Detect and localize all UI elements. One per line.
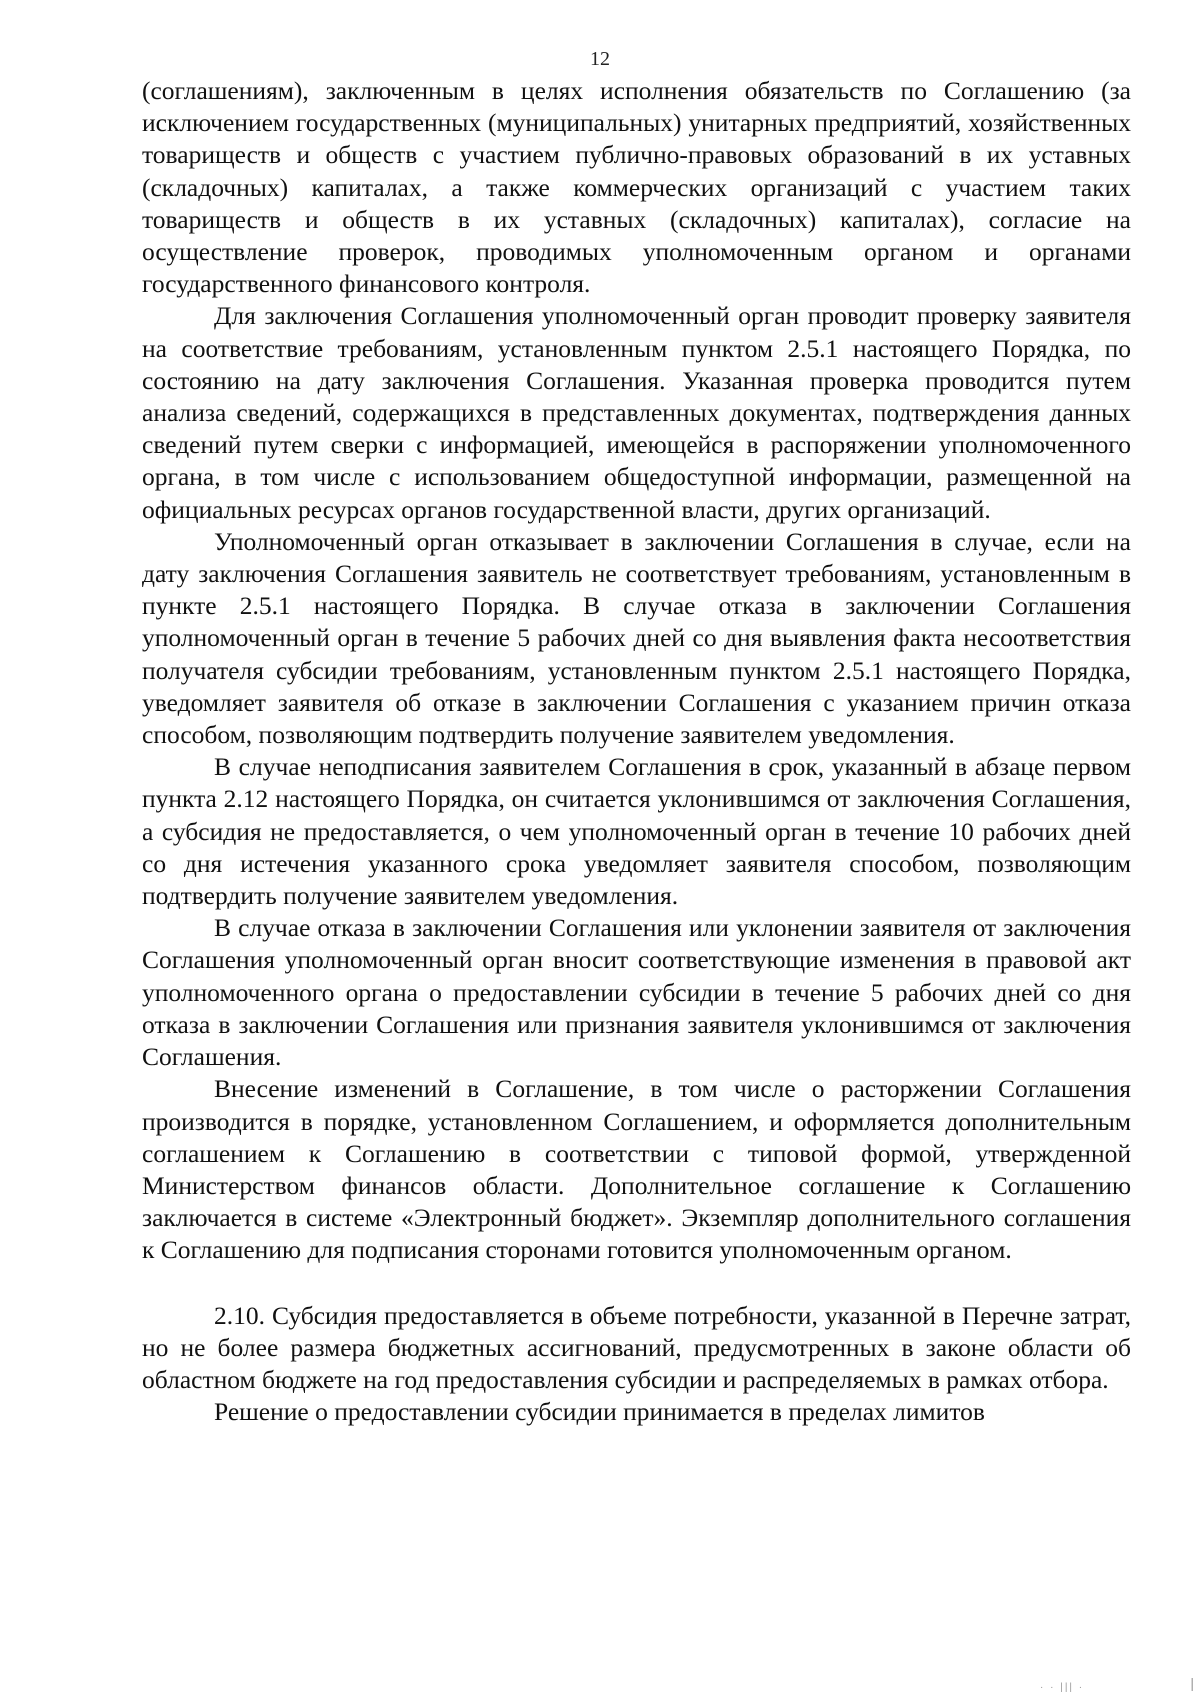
scan-edge-mark: · · ||| · [1040, 1682, 1085, 1693]
paragraph-act-changes: В случае отказа в заключении Соглашения или уклонении заявителя от заключения Соглашения уполномоченный орган вносит соответствующие изменения в правовой акт уполномоченного органа о предоставлении субсидии в течение 5 рабочих дней со дня отказа в заключении Соглашения или признания заявителя уклонившимся от заключения Соглашения. [142, 913, 1131, 1072]
paragraph-agreement-amendment: Внесение изменений в Соглашение, в том числе о расторжении Соглашения производится в порядке, установленном Соглашением, и оформляется дополнительным соглашением к Соглашению в соответствии с типовой формой, утвержденной Министерством финансов области. Дополнительное соглашение к Соглашению заключается в системе «Электронный бюджет». Экземпляр дополнительного соглашения к Соглашению для подписания сторонами готовится уполномоченным органом. [142, 1074, 1131, 1265]
paragraph-agreement-check: Для заключения Соглашения уполномоченный орган проводит проверку заявителя на соответствие требованиям, установленным пунктом 2.5.1 настоящего Порядка, по состоянию на дату заключения Соглашения. Указанная проверка проводится путем анализа сведений, содержащихся в представленных документах, подтверждения данных сведений путем сверки с информацией, имеющейся в распоряжении уполномоченного органа, в том числе с использованием общедоступной информации, размещенной на официальных ресурсах органов государственной власти, других организаций. [142, 301, 1131, 524]
paragraph-decision-limits: Решение о предоставлении субсидии принимается в пределах лимитов [214, 1397, 985, 1427]
paragraph-non-signing: В случае неподписания заявителем Соглашения в срок, указанный в абзаце первом пункта 2.12 настоящего Порядка, он считается уклонившимся от заключения Соглашения, а субсидия не предоставляется, о чем уполномоченный орган в течение 10 рабочих дней со дня истечения указанного срока уведомляет заявителя способом, позволяющим подтвердить получение заявителем уведомления. [142, 752, 1131, 911]
paragraph-continuation: (соглашениям), заключенным в целях исполнения обязательств по Соглашению (за исключением государственных (муниципальных) унитарных предприятий, хозяйственных товариществ и обществ с участием публично-правовых образований в их уставных (складочных) капиталах, а также коммерческих организаций с участием таких товариществ и обществ в их уставных (складочных) капиталах), согласие на осуществление проверок, проводимых уполномоченным органом и органами государственного финансового контроля. [142, 76, 1131, 299]
scan-edge-mark: | [1190, 1675, 1194, 1691]
page-number: 12 [590, 48, 610, 70]
paragraph-refusal: Уполномоченный орган отказывает в заключении Соглашения в случае, если на дату заключения Соглашения заявитель не соответствует требованиям, установленным в пункте 2.5.1 настоящего Порядка. В случае отказа в заключении Соглашения уполномоченный орган в течение 5 рабочих дней со дня выявления факта несоответствия получателя субсидии требованиям, установленным пунктом 2.5.1 настоящего Порядка, уведомляет заявителя об отказе в заключении Соглашения с указанием причин отказа способом, позволяющим подтвердить получение заявителем уведомления. [142, 526, 1131, 750]
paragraph-section-2-10: 2.10. Субсидия предоставляется в объеме потребности, указанной в Перечне затрат, но не более размера бюджетных ассигнований, предусмотренных в законе области об областном бюджете на год предоставления субсидии и распределяемых в рамках отбора. [142, 1300, 1131, 1394]
document-body [142, 75, 1131, 1428]
